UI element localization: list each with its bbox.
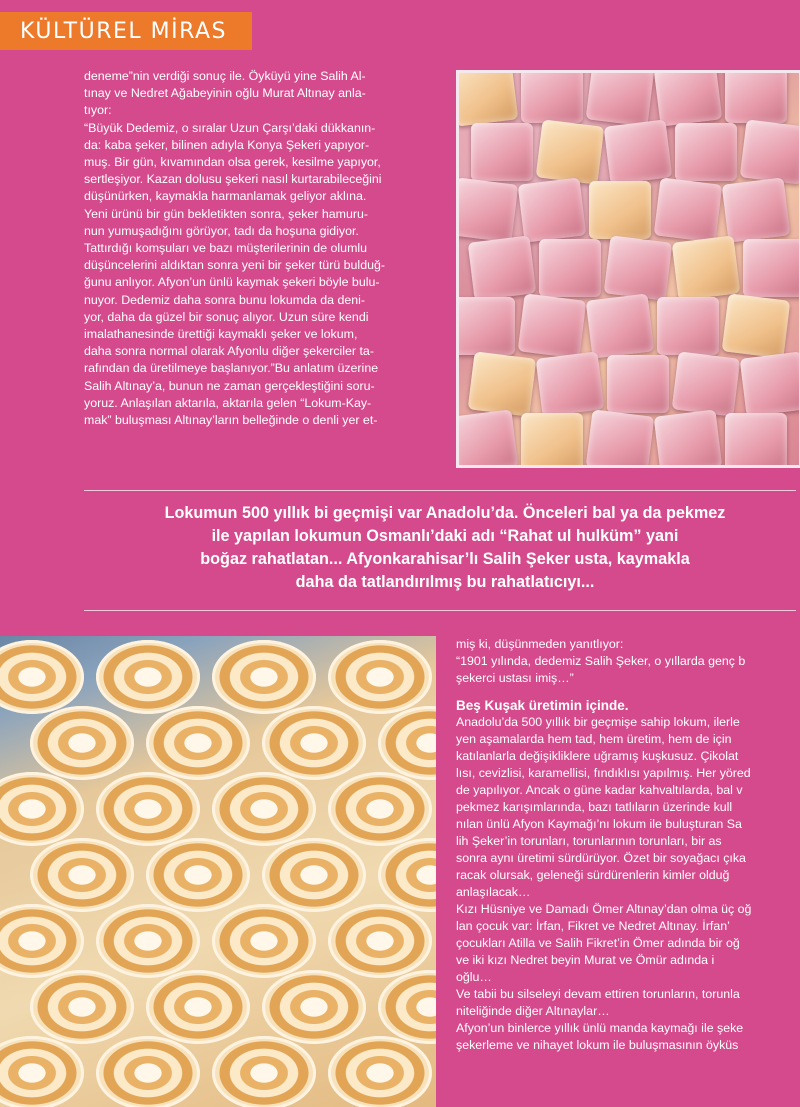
article-line: Kızı Hüsniye ve Damadı Ömer Altınay’dan olma üç oğ [456,902,752,916]
lokum-cube [456,177,518,242]
section-tab [0,12,252,50]
right-body [456,714,800,1054]
article-line: lan çocuk var: İrfan, Fikret ve Nedret Altınay. İrfan’ [456,919,730,933]
lokum-roll [328,1036,432,1107]
article-line: ve iki kızı Nedret beyin Murat ve Ömür adında i [456,953,715,967]
lokum-cube [654,409,723,468]
lokum-roll [328,640,432,714]
lokum-cube [675,123,737,181]
article-line: miş ki, düşünmeden yanıtlıyor: [456,637,624,651]
lokum-roll [96,640,200,714]
lokum-roll [212,1036,316,1107]
article-line: tıyor: [84,103,112,118]
lokum-roll [30,706,134,780]
pull-quote [90,502,800,594]
article-line: racak olursak, geleneği sürdürenlerin kimler olduğ [456,868,730,882]
article-line: yor, daha da güzel bir sonuç alıyor. Uzun süre kendi [84,309,369,324]
lokum-roll [0,772,84,846]
lokum-cube [722,177,791,242]
article-line: çocukları Atilla ve Salih Fikret’in Ömer adında bir oğ [456,936,740,950]
lokum-cube [536,119,605,184]
section-title: KÜLTÜREL MİRAS [20,18,228,44]
lokum-roll [328,904,432,978]
lokum-cubes-photo [456,70,800,468]
lokum-roll [96,1036,200,1107]
article-line: Tattırdığı komşuları ve bazı müşterilerinin de olumlu [84,241,368,256]
lokum-roll [212,772,316,846]
article-line: pekmez karışımlarında, bazı tatlıların üzerinde kull [456,800,733,814]
lokum-roll [0,904,84,978]
lokum-cube [518,293,587,358]
lokum-cube [586,293,655,358]
article-line: oğlu… [456,970,492,984]
lokum-roll [96,772,200,846]
lokum-roll [262,706,366,780]
lokum-cube [468,235,537,300]
article-line: Salih Altınay’a, bunun ne zaman gerçekleştiğini soru- [84,378,375,393]
lokum-cube [471,123,533,181]
lokum-cube [589,181,651,239]
lokum-roll [30,970,134,1044]
article-line: Anadolu’da 500 yıllık bir geçmişe sahip lokum, ilerle [456,715,740,729]
lokum-cube [654,177,723,242]
article-line: Afyon’un binlerce yıllık ünlü manda kaymağı ile şeke [456,1021,744,1035]
lokum-cube [654,70,723,127]
article-line: de yapılıyor. Ancak o güne kadar kahvaltılarda, bal v [456,783,743,797]
lokum-cube [725,70,787,123]
article-line: yoruz. Anlaşılan aktarıla, aktarıla gelen “Lokum-Kay- [84,395,372,410]
lokum-cube [456,70,518,127]
lokum-roll [378,706,436,780]
lokum-cube [456,297,515,355]
lokum-cube [586,70,655,127]
article-line: Yeni ürünü bir gün bekletikten sonra, şeker hamuru- [84,206,369,221]
lokum-roll [0,640,84,714]
article-line: “1901 yılında, dedemiz Salih Şeker, o yıllarda genç b [456,654,746,668]
lokum-roll [378,838,436,912]
article-line: tınay ve Nedret Ağabeyinin oğlu Murat Altınay anla- [84,86,366,101]
lokum-roll [96,904,200,978]
article-line: lih Şeker’in torunları, torunlarının torunları, bir as [456,834,722,848]
lokum-roll [146,706,250,780]
lokum-cube [607,355,669,413]
article-line: sonra aynı üretimi sürdürüyor. Özet bir soyağacı çıka [456,851,746,865]
lokum-roll [328,772,432,846]
article-line: Ve tabii bu silseleyi devam ettiren torunların, torunla [456,987,740,1001]
lokum-roll [146,838,250,912]
pull-quote-line: daha da tatlandırılmış bu rahatlatıcıyı... [295,573,595,591]
lokum-roll [212,640,316,714]
lokum-cube [657,297,719,355]
quote-divider-bottom [84,610,796,611]
article-line: şekerleme ve nihayet lokum ile buluşmasının öyküs [456,1038,739,1052]
lokum-cube [672,351,741,416]
article-line: düşüncelerini aldıktan sonra yeni bir şeker türü bulduğ- [84,258,385,273]
lokum-roll [146,970,250,1044]
lokum-cube [521,413,583,468]
article-line: daha sonra normal olarak Afyonlu diğer şekerciler ta- [84,344,374,359]
lokum-roll [212,904,316,978]
article-line: nun yumuşadığını görüyor, tadı da hoşuna gidiyor. [84,223,359,238]
lokum-cube [725,413,787,468]
lokum-cube [536,351,605,416]
article-line: niteliğinde diğer Altınaylar… [456,1004,610,1018]
article-line: düşünürken, kaymakla harmanlamak geliyor aklına. [84,189,367,204]
article-line: anlaşılacak… [456,885,531,899]
article-column-left [84,68,444,429]
lokum-cube [456,409,518,468]
article-line: da: kaba şeker, bilinen adıyla Konya Şekeri yapıyor- [84,137,370,152]
lokum-cube [604,119,673,184]
quote-divider-top [84,490,796,491]
lokum-roll [30,838,134,912]
lokum-roll [0,1036,84,1107]
lokum-cube [521,70,583,123]
article-line: rafından da üretilmeye başlanıyor.”Bu anlatım üzerine [84,361,379,376]
article-line: lısı, cevizlisi, karamellisi, fındıklısı yapılmış. Her yöred [456,766,751,780]
article-line: imalathanesinde ürettiği kaymaklı şeker ve lokum, [84,327,358,342]
article-line: yen aşamalarda hem tad, hem üretim, hem de için [456,732,732,746]
lokum-cube [539,239,601,297]
article-line: katılanlarla değişikliklere uğramış kuşkusuz. Çikolat [456,749,739,763]
article-line: ğunu anlıyor. Afyon’un ünlü kaymak şekeri böyle bulu- [84,275,380,290]
article-column-right [456,636,800,1107]
lokum-cube [672,235,741,300]
article-line: nuyor. Dedemiz daha sonra bunu lokumda da deni- [84,292,366,307]
article-line: muş. Bir gün, kıvamından olsa gerek, kesilme yapıyor, [84,155,381,170]
section-heading: Beş Kuşak üretimin içinde. [456,698,629,713]
pull-quote-line: boğaz rahatlatan... Afyonkarahisar’lı Salih Şeker usta, kaymakla [200,550,690,568]
right-intro [456,636,800,687]
article-line: mak” buluşması Altınay’ların belleğinde o denli yer et- [84,413,378,428]
lokum-cube [604,235,673,300]
article-line: nılan ünlü Afyon Kaymağı’nı lokum ile buluşturan Sa [456,817,742,831]
lokum-cube [740,119,800,184]
lokum-cube [743,239,800,297]
article-line: “Büyük Dedemiz, o sıralar Uzun Çarşı’daki dükkanın- [84,120,376,135]
lokum-cube [722,293,791,358]
lokum-roll [262,838,366,912]
pull-quote-line: Lokumun 500 yıllık bi geçmişi var Anadolu’da. Önceleri bal ya da pekmez [164,504,726,522]
article-line: sertleşiyor. Kazan dolusu şekeri nasıl kurtarabileceğini [84,172,382,187]
rolled-lokum-photo [0,636,436,1107]
lokum-cube [468,351,537,416]
lokum-cube [740,351,800,416]
article-line: şekerci ustası imiş…” [456,671,574,685]
lokum-roll [378,970,436,1044]
lokum-cube [518,177,587,242]
article-line: deneme”nin verdiği sonuç ile. Öyküyü yine Salih Al- [84,69,366,83]
pull-quote-line: ile yapılan lokumun Osmanlı’daki adı “Rahat ul hulküm” yani [211,527,679,545]
lokum-cube [586,409,655,468]
lokum-roll [262,970,366,1044]
